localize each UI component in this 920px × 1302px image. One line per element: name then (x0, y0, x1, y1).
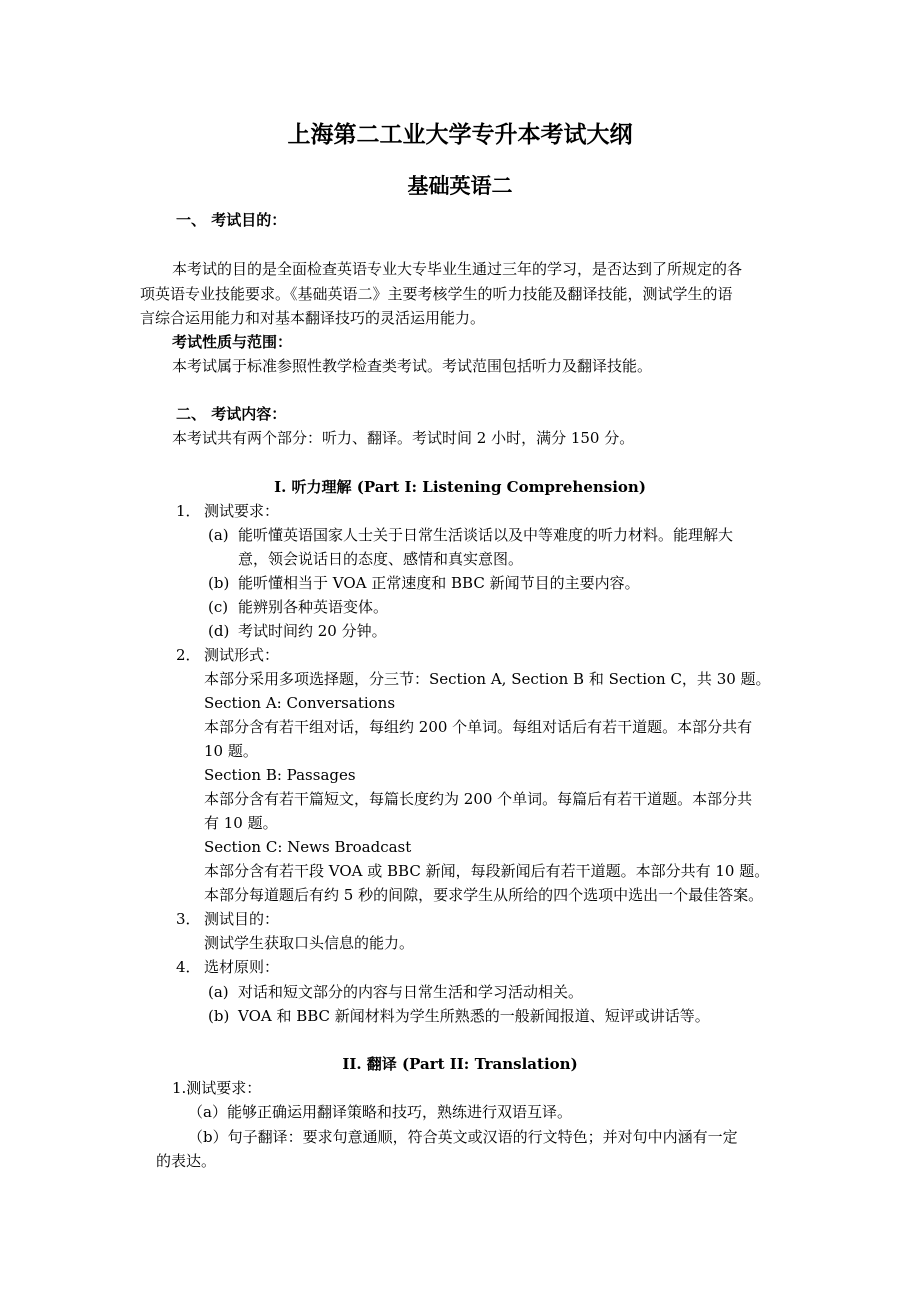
item2-line: Section C: News Broadcast (204, 838, 412, 856)
section1-paragraph-line: 言综合运用能力和对基本翻译技巧的灵活运用能力。 (140, 309, 486, 327)
item1-number: 1． (176, 502, 201, 520)
section1-paragraph-line: 本考试的目的是全面检查英语专业大专毕业生通过三年的学习，是否达到了所规定的各 (172, 260, 743, 278)
section2-heading: 二、 考试内容： (176, 405, 287, 423)
item1c-mark: (c) (208, 598, 229, 616)
part2-item1-label: 1.测试要求： (172, 1079, 262, 1097)
section1-heading: 一、 考试目的： (176, 211, 287, 229)
part2-item-a: （a）能够正确运用翻译策略和技巧，熟练进行双语互译。 (188, 1103, 572, 1121)
item1c-text: 能辨别各种英语变体。 (238, 598, 389, 616)
item1b-mark: (b) (208, 574, 230, 592)
item4b-text: VOA 和 BBC 新闻材料为学生所熟悉的一般新闻报道、短评或讲话等。 (238, 1007, 710, 1025)
item4b-mark: (b) (208, 1007, 230, 1025)
item1-label: 测试要求： (204, 502, 280, 520)
item4-label: 选材原则： (204, 958, 280, 976)
item2-line: 本部分每道题后有约 5 秒的间隙，要求学生从所给的四个选项中选出一个最佳答案。 (204, 886, 764, 904)
item2-line: 本部分含有若干段 VOA 或 BBC 新闻，每段新闻后有若干道题。本部分共有 10 题。 (204, 862, 770, 880)
item4-number: 4． (176, 958, 201, 976)
item4a-text: 对话和短文部分的内容与日常生活和学习活动相关。 (238, 983, 584, 1001)
item2-line: 10 题。 (204, 742, 258, 760)
document-subtitle: 基础英语二 (407, 173, 513, 198)
nature-heading: 考试性质与范围： (172, 333, 293, 351)
item4a-mark: (a) (208, 983, 229, 1001)
section1-paragraph-line: 项英语专业技能要求。《基础英语二》主要考核学生的听力技能及翻译技能，测试学生的语 (140, 285, 733, 303)
item2-line: 本部分采用多项选择题，分三节：Section A, Section B 和 Section C，共 30 题。 (204, 670, 771, 688)
document-title: 上海第二工业大学专升本考试大纲 (287, 121, 633, 148)
item2-line: Section A: Conversations (204, 694, 396, 712)
nature-text: 本考试属于标准参照性教学检查类考试。考试范围包括听力及翻译技能。 (172, 357, 653, 375)
part2-item-b-cont: 的表达。 (156, 1152, 217, 1170)
part2-heading: II. 翻译 (Part II: Translation) (342, 1055, 578, 1073)
item1d-mark: (d) (208, 622, 230, 640)
part1-heading: I. 听力理解 (Part I: Listening Comprehension) (274, 478, 646, 496)
item2-line: Section B: Passages (204, 766, 356, 784)
item3-label: 测试目的： (204, 910, 280, 928)
item2-number: 2． (176, 646, 201, 664)
section2-intro: 本考试共有两个部分：听力、翻译。考试时间 2 小时，满分 150 分。 (172, 429, 635, 447)
item2-line: 本部分含有若干组对话，每组约 200 个单词。每组对话后有若干道题。本部分共有 (204, 718, 753, 736)
item1b-text: 能听懂相当于 VOA 正常速度和 BBC 新闻节目的主要内容。 (238, 574, 640, 592)
item1a-text: 能听懂英语国家人士关于日常生活谈话以及中等难度的听力材料。能理解大 (238, 526, 734, 544)
item2-label: 测试形式： (204, 646, 280, 664)
item1a-text: 意，领会说话日的态度、感情和真实意图。 (238, 550, 524, 568)
item3-number: 3． (176, 910, 201, 928)
item2-line: 本部分含有若干篇短文，每篇长度约为 200 个单词。每篇后有若干道题。本部分共 (204, 790, 753, 808)
item1d-text: 考试时间约 20 分钟。 (238, 622, 387, 640)
item1a-mark: (a) (208, 526, 229, 544)
part2-item-b: （b）句子翻译：要求句意通顺，符合英文或汉语的行文特色；并对句中内涵有一定 (188, 1128, 738, 1146)
item3-text: 测试学生获取口头信息的能力。 (204, 934, 415, 952)
item2-line: 有 10 题。 (204, 814, 278, 832)
